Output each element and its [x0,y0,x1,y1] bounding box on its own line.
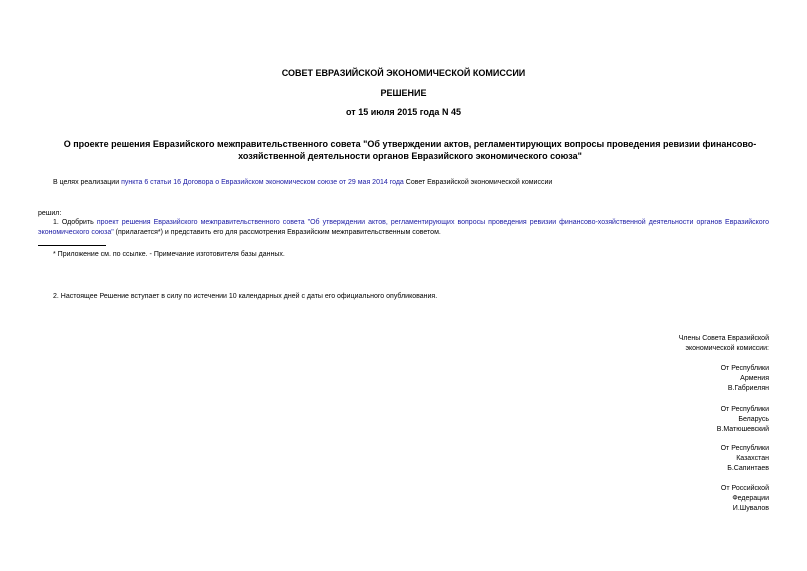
treaty-link[interactable]: пункта 6 статьи 16 Договора о Евразийском экономическом союзе от 29 мая 2014 года [121,179,404,186]
item1-paragraph [38,218,769,238]
signature-country-line2: Беларусь [738,416,769,423]
footnote-text: * Приложение см. по ссылке. - Примечание изготовителя базы данных. [53,251,285,258]
preamble-paragraph [53,178,773,188]
item2-paragraph: 2. Настоящее Решение вступает в силу по истечении 10 календарных дней с даты его официального опубликования. [53,293,438,300]
item1-prefix: 1. Одобрить [53,219,97,226]
signature-block-armenia [721,364,769,394]
document-title-line1: О проекте решения Евразийского межправительственного совета "Об утверждении актов, регламентирующих вопросы проведения ревизии финансово- [63,139,757,149]
signature-name: В.Матюшевский [716,426,769,433]
signature-country-line1: От Российской [720,485,769,492]
document-title-line2: хозяйственной деятельности органов Евразийского экономического союза" [238,151,582,161]
draft-decision-link[interactable]: проект решения Евразийского межправительственного совета "Об утверждении актов, регламентирующих вопросы проведения ревизии финансово-хозяйственной деятельности органов Евразийского экономического союза" [38,219,769,236]
date-number-heading: от 15 июля 2015 года N 45 [346,107,461,117]
signature-country-line1: От Республики [720,365,769,372]
doc-type-heading: РЕШЕНИЕ [380,88,427,98]
signature-block-belarus [717,405,769,435]
document-title [60,138,760,162]
decided-label: решил: [38,210,62,217]
signature-name: И.Шувалов [732,505,769,512]
signature-name: Б.Сапинтаев [727,465,769,472]
signature-country-line2: Федерации [732,495,769,502]
preamble-suffix: Совет Евразийской экономической комиссии [403,179,553,186]
org-heading: СОВЕТ ЕВРАЗИЙСКОЙ ЭКОНОМИЧЕСКОЙ КОМИССИИ [281,68,526,78]
signature-country-line2: Казахстан [736,455,769,462]
signature-country-line2: Армения [740,375,769,382]
signature-block-kazakhstan [721,444,769,474]
signatures-intro-line2: экономической комиссии: [685,345,769,352]
signatures-intro [679,334,769,354]
signatures-intro-line1: Члены Совета Евразийской [678,335,769,342]
signature-country-line1: От Республики [720,406,769,413]
signature-name: В.Габриелян [727,385,769,392]
footnote-divider [38,245,106,246]
signature-country-line1: От Республики [720,445,769,452]
preamble-prefix: В целях реализации [53,179,122,186]
item1-suffix: (прилагается*) и представить его для рассмотрения Евразийским межправительственным советом. [113,229,441,236]
signature-block-russia [721,484,769,514]
